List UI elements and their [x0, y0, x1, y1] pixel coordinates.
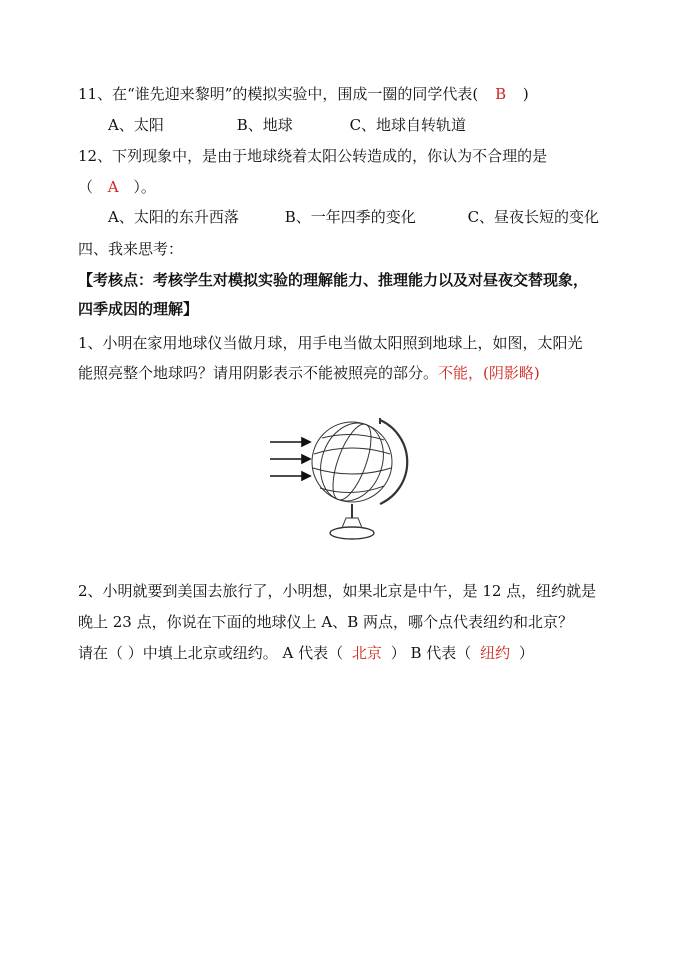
q2-line-3 [78, 643, 534, 663]
q12-option-b: B、一年四季的变化 [284, 208, 416, 226]
q11-answer: B [495, 85, 507, 103]
q12-answer-line [78, 177, 156, 197]
sunlight-arrows [270, 438, 310, 480]
q1-answer: 不能，(阴影略) [438, 364, 540, 382]
q11-option-b: B、地球 [236, 116, 293, 134]
q11-options [108, 115, 466, 135]
keypoint-line-2: 四季成因的理解】 [78, 300, 199, 318]
q12-options [108, 207, 599, 227]
q2-close: ） [518, 644, 534, 662]
q1-line-1: 1、小明在家用地球仪当做月球，用手电当做太阳照到地球上，如图，太阳光 [78, 334, 583, 352]
q12-answer: A [107, 178, 119, 196]
q11-stem-line [78, 84, 529, 104]
q2-answer-a: 北京 [351, 644, 382, 662]
keypoint-line-1: 【考核点：考核学生对模拟实验的理解能力、推理能力以及对昼夜交替现象， [78, 271, 589, 289]
q12-stem: 12、下列现象中，是由于地球绕着太阳公转造成的，你认为不合理的是 [78, 147, 548, 165]
q12-option-c: C、昼夜长短的变化 [467, 208, 600, 226]
q2-line-2: 晚上 23 点，你说在下面的地球仪上 A、B 两点，哪个点代表纽约和北京？ [78, 613, 574, 631]
q2-prompt-a: 请在（ ）中填上北京或纽约。 A 代表（ [78, 644, 344, 662]
q12-option-a: A、太阳的东升西落 [108, 208, 239, 226]
q1-line-2: 能照亮整个地球吗？请用阴影表示不能被照亮的部分。 [78, 364, 439, 382]
globe-icon [310, 418, 407, 539]
q11-option-a: A、太阳 [108, 116, 164, 134]
q2-answer-b: 纽约 [480, 644, 511, 662]
q2-prompt-b: ） B 代表（ [390, 644, 472, 662]
q12-close: ）。 [133, 178, 156, 196]
q1-line-2-wrap [78, 363, 540, 383]
q2-line-1: 2、小明就要到美国去旅行了，小明想，如果北京是中午，是 12 点，纽约就是 [78, 582, 597, 600]
q11-stem: 11、在“谁先迎来黎明”的模拟实验中，围成一圈的同学代表( [78, 85, 479, 103]
q12-open: （ [78, 178, 94, 196]
globe-illustration [262, 418, 432, 548]
q11-close: ) [522, 85, 529, 103]
q11-option-c: C、地球自转轨道 [349, 116, 467, 134]
section-heading: 四、我来思考： [78, 240, 184, 258]
